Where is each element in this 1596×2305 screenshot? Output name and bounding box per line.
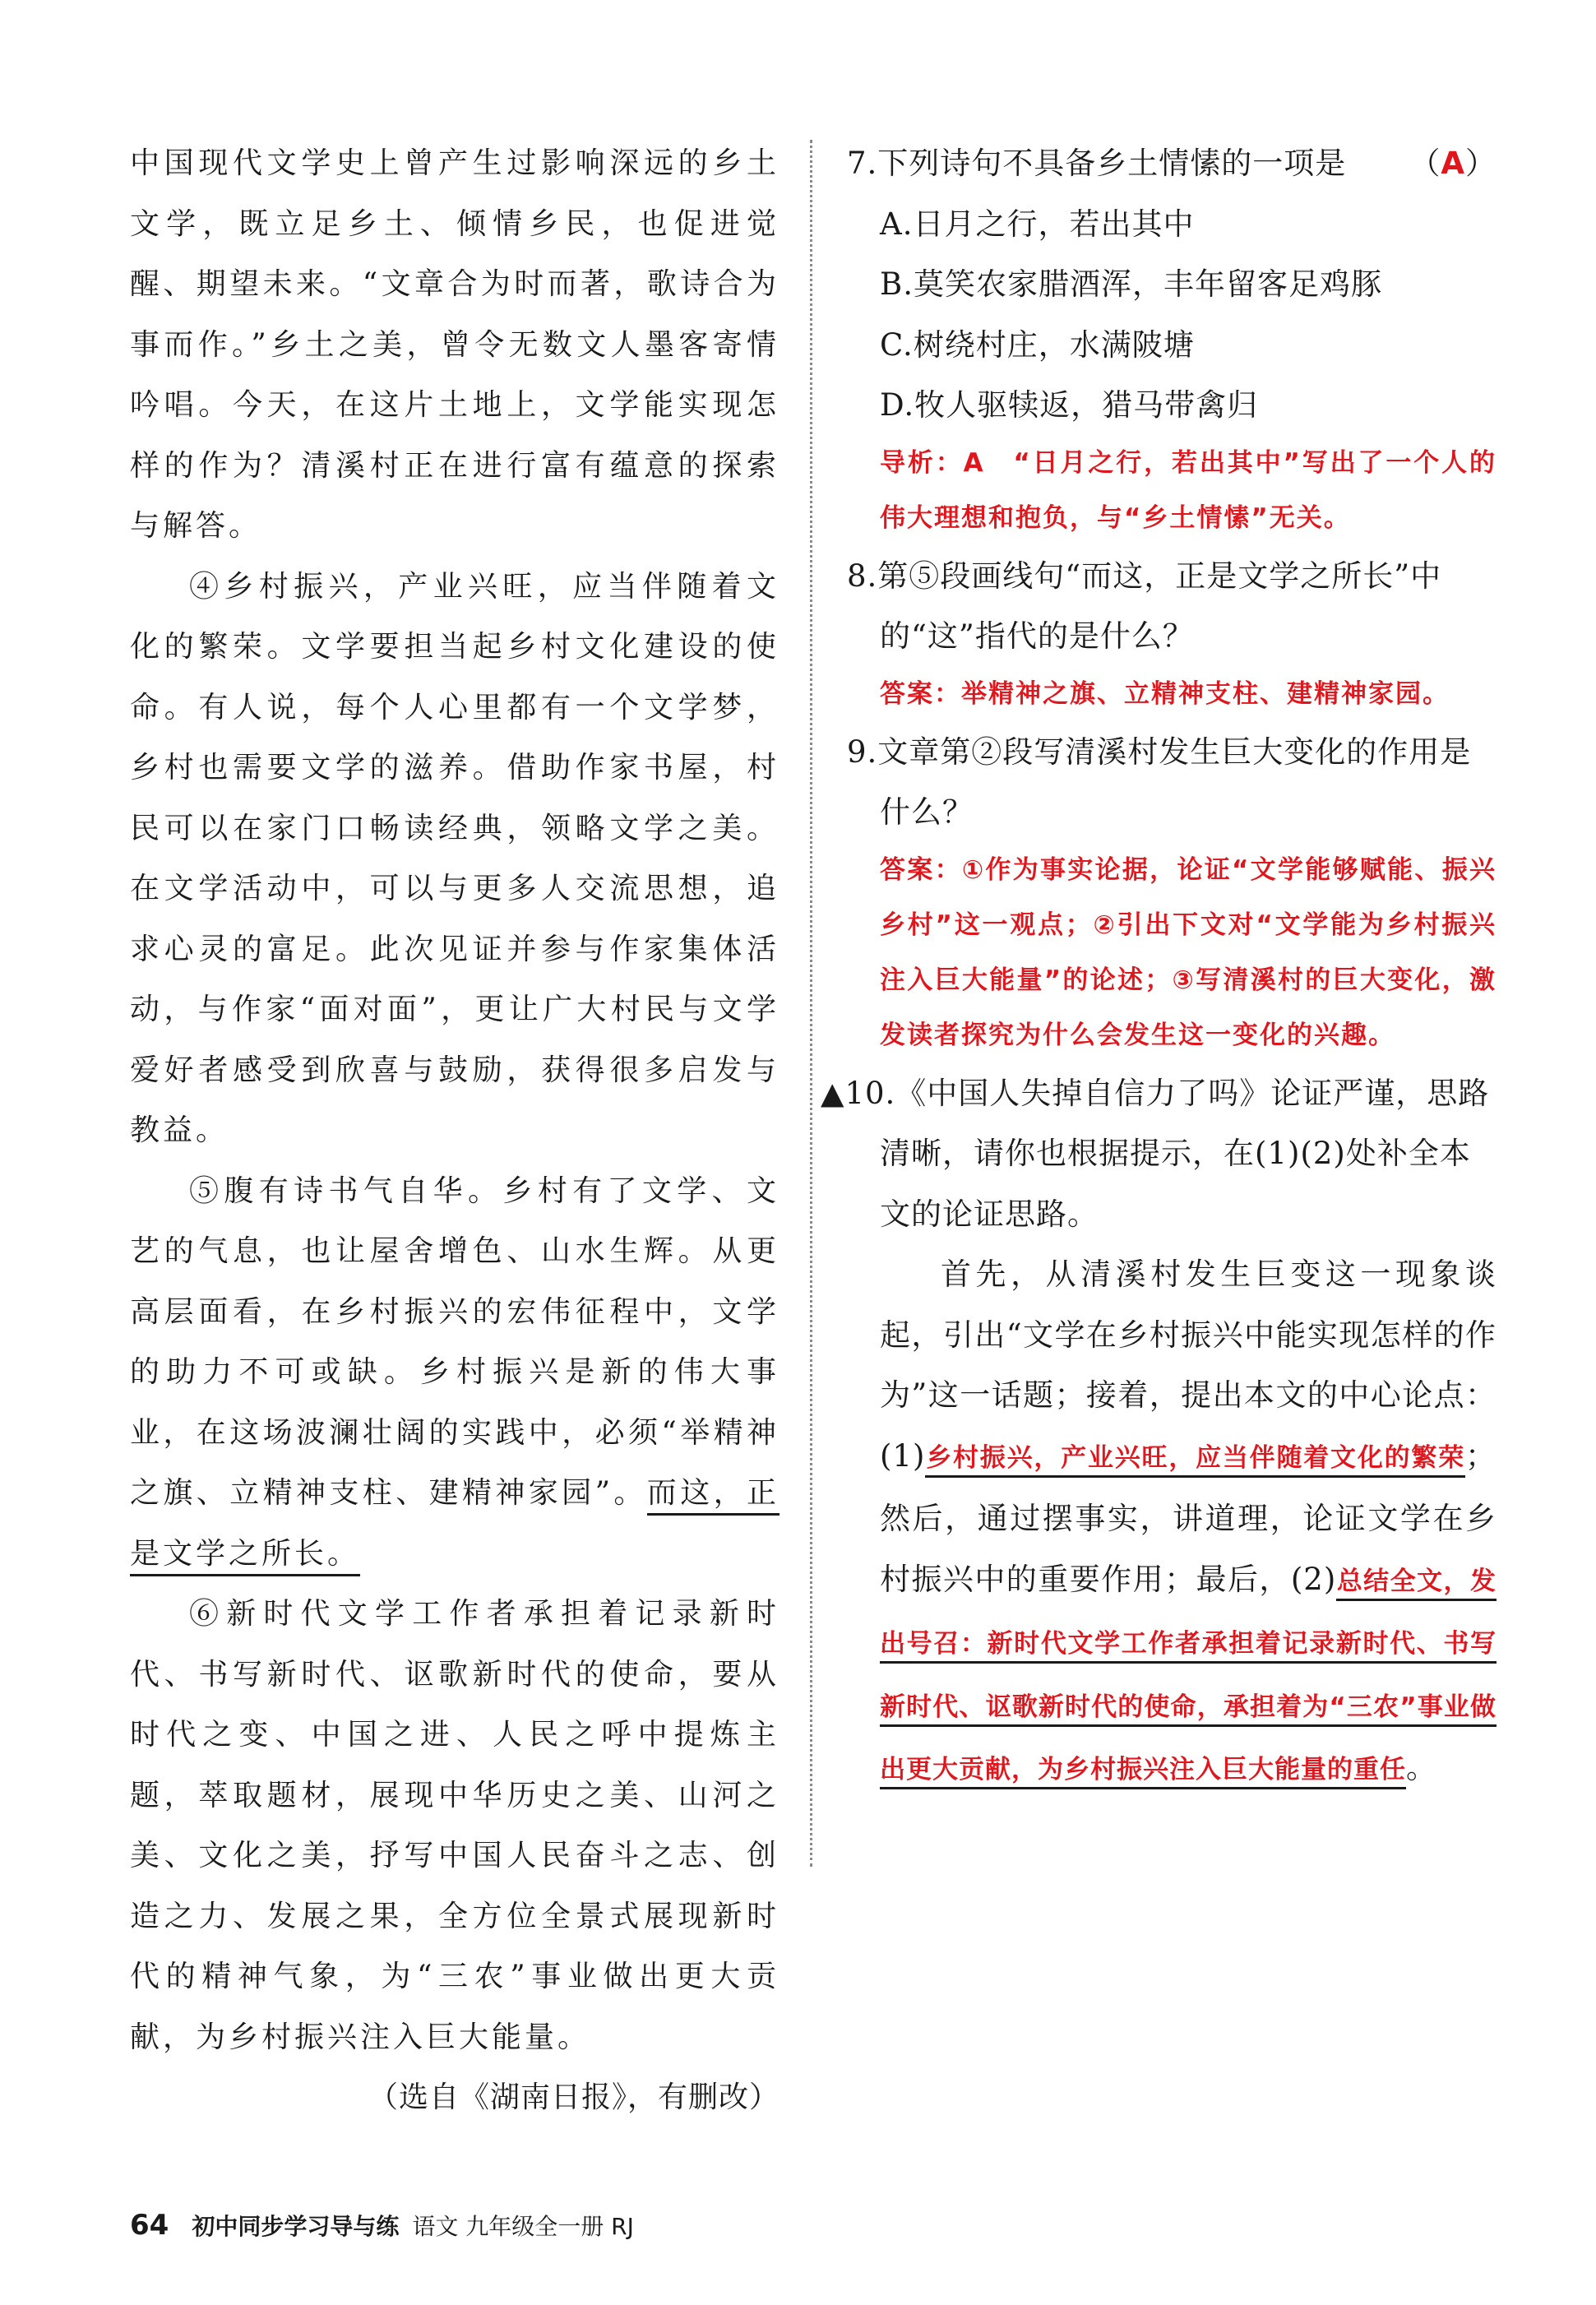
q7-answer: A [1441,146,1465,181]
q10-text-1: 首先，从清溪村发生巨变这一现象谈起，引出“文学在乡村振兴中能实现怎样的作为”这一话题；接着，提出本文的中心论点：(1) [880,1257,1497,1474]
subject-info: 语文 九年级全一册 RJ [412,2213,634,2240]
q7-option-a: A.日月之行，若出其中 [880,206,1195,242]
q7-stem-line [847,133,1497,194]
source-citation: （选自《湖南日报》，有删改） [368,2081,779,2114]
underlined-sentence: 而这，正是文学之所长。 [130,1476,779,1576]
answer-label: 答案： [880,854,962,885]
page-footer [130,2209,634,2242]
q9-stem: 9.文章第②段写清溪村发生巨大变化的作用是什么？ [847,734,1472,830]
question-9 [847,722,1497,1063]
passage-paragraph-5 [130,1161,779,1585]
q10-fill-2: 总结全文，发出号召：新时代文学工作者承担着记录新时代、书写新时代、讴歌新时代的使命，承担着为“三农”事业做出更大贡献，为乡村振兴注入巨大能量的重任 [880,1567,1497,1790]
passage-paragraph-6: ⑥新时代文学工作者承担着记录新时代、书写新时代、讴歌新时代的使命，要从时代之变、中国之进、人民之呼中提炼主题，萃取题材，展现中华历史之美、山河之美、文化之美，抒写中国人民奋斗之志、创造之力、发展之果，全方位全景式展现新时代的精神气象，为“三农”事业做出更大贡献，为乡村振兴注入巨大能量。 [130,1597,779,2054]
q10-essay [847,1244,1497,1801]
q10-text-3: 。 [1406,1750,1437,1785]
question-7 [847,133,1497,546]
q10-stem-line [821,1063,1497,1245]
question-10 [821,1063,1497,1801]
q10-text-2: ；然后，通过摆事实，讲道理，论证文学在乡村振兴中的重要作用；最后，(2) [880,1437,1497,1597]
q8-stem: 8.第⑤段画线句“而这，正是文学之所长”中的“这”指代的是什么？ [847,558,1442,654]
q7-answer-bracket [1409,133,1497,194]
q7-option-b: B.莫笑农家腊酒浑，丰年留客足鸡豚 [880,266,1382,302]
q8-answer [847,667,1497,722]
q10-fill-1: 乡村振兴，产业兴旺，应当伴随着文化的繁荣 [925,1443,1465,1478]
question-8 [847,546,1497,722]
paragraph-5-text: ⑤腹有诗书气自华。乡村有了文学、文艺的气息，也让屋舍增色、山水生辉。从更高层面看，在乡村振兴的宏伟征程中，文学的助力不可或缺。乡村振兴是新的伟大事业，在这场波澜壮阔的实践中，必须“举精神之旗、立精神支柱、建精神家园”。 [130,1173,779,1510]
q7-option-c: C.树绕村庄，水满陂塘 [880,326,1195,363]
answer-text: 举精神之旗、立精神支柱、建精神家园。 [961,678,1450,709]
q7-stem: 7.下列诗句不具备乡土情愫的一项是 [847,146,1347,181]
q10-stem: 10.《中国人失掉自信力了吗》论证严谨，思路清晰，请你也根据提示，在(1)(2)处补全本文的论证思路。 [844,1075,1490,1232]
q7-option-d: D.牧人驱犊返，猎马带禽归 [880,387,1259,423]
q7-analysis [847,436,1497,546]
passage-paragraph-4: ④乡村振兴，产业兴旺，应当伴随着文化的繁荣。文学要担当起乡村文化建设的使命。有人说，每个人心里都有一个文学梦，乡村也需要文学的滋养。借助作家书屋，村民可以在家门口畅读经典，领略文学之美。在文学活动中，可以与更多人交流思想，追求心灵的富足。此次见证并参与作家集体活动，与作家“面对面”，更让广大村民与文学爱好者感受到欣喜与鼓励，获得很多启发与教益。 [130,569,779,1147]
bracket-open: （ [1409,146,1441,181]
questions-column [821,133,1497,1801]
column-divider [810,140,812,1867]
answer-label: 答案： [880,678,961,709]
passage-paragraph-intro: 中国现代文学史上曾产生过影响深远的乡土文学，既立足乡土、倾情乡民，也促进觉醒、期望未来。“文章合为时而著，歌诗合为事而作。”乡土之美，曾令无数文人墨客寄情吟唱。今天，在这片土地上，文学能实现怎样的作为？清溪村正在进行富有蕴意的探索与解答。 [130,146,779,543]
reading-passage [130,133,779,2128]
triangle-marker: ▲ [821,1075,845,1111]
answer-text: ①作为事实论据，论证“文学能够赋能、振兴乡村”这一观点；②引出下文对“文学能为乡村振兴注入巨大能量”的论述；③写清溪村的巨大变化，激发读者探究为什么会发生这一变化的兴趣。 [880,854,1497,1050]
analysis-text: A “日月之行，若出其中”写出了一个人的伟大理想和抱负，与“乡土情愫”无关。 [880,447,1497,533]
q9-answer [847,843,1497,1063]
book-title: 初中同步学习导与练 [192,2213,400,2240]
bracket-close: ） [1465,146,1497,181]
page-number: 64 [130,2209,169,2242]
analysis-label: 导析： [880,447,964,478]
